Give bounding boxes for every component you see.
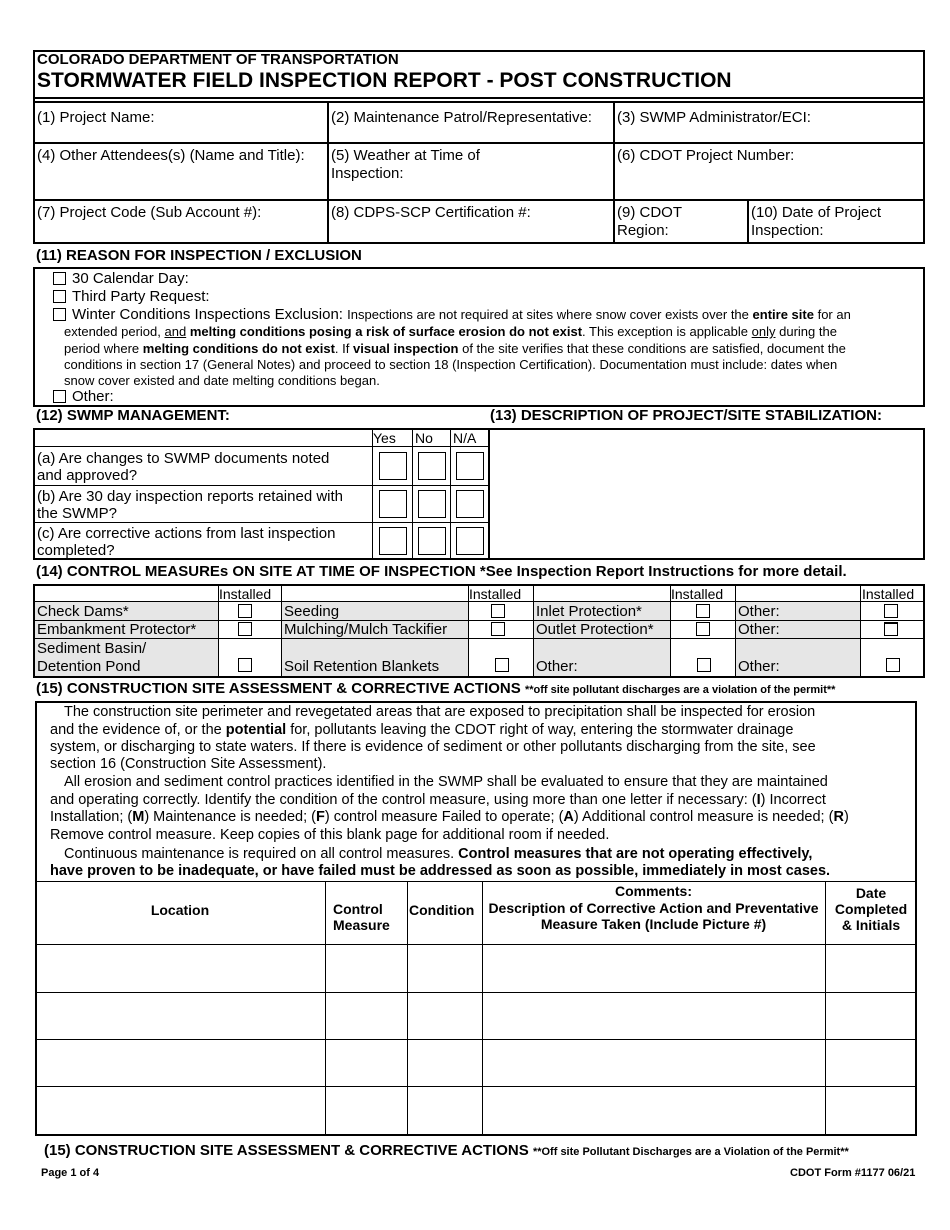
outlet-protection-installed-checkbox[interactable] bbox=[696, 622, 710, 636]
question-a-no-checkbox[interactable] bbox=[418, 452, 446, 480]
maintenance-patrol-field[interactable]: (2) Maintenance Patrol/Representative: bbox=[331, 109, 592, 126]
swmp-question-b-line2: the SWMP? bbox=[37, 505, 118, 522]
other-3-installed-checkbox[interactable] bbox=[697, 658, 711, 672]
cm-sediment-basin-line2: Detention Pond bbox=[37, 658, 141, 675]
question-b-na-checkbox[interactable] bbox=[456, 490, 484, 518]
col-yes-header: Yes bbox=[373, 430, 396, 446]
inlet-protection-installed-checkbox[interactable] bbox=[696, 604, 710, 618]
agency-name: COLORADO DEPARTMENT OF TRANSPORTATION bbox=[37, 51, 399, 68]
reason-30-day-checkbox[interactable] bbox=[53, 272, 66, 285]
sediment-basin-installed-checkbox[interactable] bbox=[238, 658, 252, 672]
section-14-heading: (14) CONTROL MEASUREs ON SITE AT TIME OF INSPECTION *See Inspection Report Instructions for more detail. bbox=[36, 563, 847, 580]
instructions-p1-l2: and the evidence of, or the potential for, pollutants leaving the CDOT right of way, entering the stormwater drainage bbox=[50, 722, 794, 738]
question-c-na-checkbox[interactable] bbox=[456, 527, 484, 555]
other-attendees-field[interactable]: (4) Other Attendees(s) (Name and Title): bbox=[37, 147, 305, 164]
reason-other-checkbox[interactable] bbox=[53, 390, 66, 403]
form-number: CDOT Form #1177 06/21 bbox=[790, 1167, 916, 1179]
cm-seeding: Seeding bbox=[284, 603, 340, 620]
col-comments-header: Comments: bbox=[614, 883, 692, 899]
installed-header-4: Installed bbox=[862, 586, 915, 602]
question-a-yes-checkbox[interactable] bbox=[379, 452, 407, 480]
cm-sediment-basin: Sediment Basin/ bbox=[37, 640, 147, 657]
instructions-p2-l2: and operating correctly. Identify the condition of the control measure, using more than one letter if necessary: (I) Incorrect bbox=[50, 792, 826, 808]
cm-other-3[interactable]: Other: bbox=[536, 658, 578, 675]
other-4a-installed-checkbox[interactable] bbox=[884, 604, 898, 618]
col-date-header-line2: Completed bbox=[834, 901, 908, 917]
section-11-heading: (11) REASON FOR INSPECTION / EXCLUSION bbox=[36, 247, 362, 264]
installed-header-1: Installed bbox=[219, 586, 272, 602]
winter-exclusion-text-line3: period where melting conditions do not exist. If visual inspection of the site verifies that these conditions are satisfied, document the bbox=[64, 341, 846, 356]
col-na-header: N/A bbox=[453, 430, 477, 446]
instructions-p3-l1: Continuous maintenance is required on all control measures. Control measures that are not operating effectively, bbox=[64, 846, 813, 862]
instructions-p1-l3: system, or discharging to state waters. If there is evidence of sediment or other pollutants discharging from the site, see bbox=[50, 739, 816, 755]
col-control-measure-header: Control bbox=[333, 901, 383, 917]
col-location-header: Location bbox=[150, 902, 210, 918]
inspection-date-field-line2: Inspection: bbox=[751, 222, 824, 239]
table-row[interactable] bbox=[36, 993, 916, 1038]
question-c-no-checkbox[interactable] bbox=[418, 527, 446, 555]
instructions-p2-l3: Installation; (M) Maintenance is needed; (F) control measure Failed to operate; (A) Additional control measure is needed; (R) bbox=[50, 809, 849, 825]
winter-exclusion-text-line2: extended period, and melting conditions posing a risk of surface erosion do not exist. This exception is applicable only during the bbox=[64, 324, 837, 339]
cm-outlet-protection: Outlet Protection* bbox=[536, 621, 654, 638]
cdot-region-field[interactable]: (9) CDOT bbox=[617, 204, 682, 221]
footer-section-15-heading: (15) CONSTRUCTION SITE ASSESSMENT & CORRECTIVE ACTIONS **Off site Pollutant Discharges are a Violation of the Permit** bbox=[44, 1142, 849, 1159]
instructions-p1-l4: section 16 (Construction Site Assessment). bbox=[50, 756, 327, 772]
instructions-p2-l1: All erosion and sediment control practices identified in the SWMP shall be evaluated to ensure that they are maintained bbox=[64, 774, 828, 790]
other-4b-installed-checkbox[interactable] bbox=[884, 622, 898, 636]
winter-exclusion-text-line4: conditions in section 17 (General Notes) and proceed to section 18 (Inspection Certification). Documentation must include: dates when bbox=[64, 357, 838, 372]
page-number: Page 1 of 4 bbox=[41, 1167, 100, 1179]
swmp-question-a-line2: and approved? bbox=[37, 467, 138, 484]
col-no-header: No bbox=[415, 430, 433, 446]
installed-header-2: Installed bbox=[469, 586, 522, 602]
installed-header-3: Installed bbox=[671, 586, 724, 602]
col-condition-header: Condition bbox=[409, 902, 475, 918]
cm-embankment-protector: Embankment Protector* bbox=[37, 621, 197, 638]
swmp-question-a: (a) Are changes to SWMP documents noted bbox=[37, 450, 330, 467]
col-control-measure-header-line2: Measure bbox=[333, 917, 390, 933]
weather-field[interactable]: (5) Weather at Time of bbox=[331, 147, 480, 164]
seeding-installed-checkbox[interactable] bbox=[491, 604, 505, 618]
cm-other-4c[interactable]: Other: bbox=[738, 658, 780, 675]
inspection-date-field[interactable]: (10) Date of Project bbox=[751, 204, 882, 221]
section-13-heading: (13) DESCRIPTION OF PROJECT/SITE STABILIZATION: bbox=[490, 407, 882, 424]
cdot-project-number-field[interactable]: (6) CDOT Project Number: bbox=[617, 147, 795, 164]
other-4c-installed-checkbox[interactable] bbox=[886, 658, 900, 672]
cm-soil-retention-blankets: Soil Retention Blankets bbox=[284, 658, 440, 675]
question-a-na-checkbox[interactable] bbox=[456, 452, 484, 480]
page-title: STORMWATER FIELD INSPECTION REPORT - POST CONSTRUCTION bbox=[37, 69, 732, 92]
instructions-p3-l2: have proven to be inadequate, or have failed must be addressed as soon as possible, immediately in most cases. bbox=[50, 863, 831, 879]
project-code-field[interactable]: (7) Project Code (Sub Account #): bbox=[37, 204, 262, 221]
swmp-question-c-line2: completed? bbox=[37, 542, 115, 559]
col-comments-header-line2: Description of Corrective Action and Preventative bbox=[488, 900, 819, 916]
swmp-question-b: (b) Are 30 day inspection reports retained with bbox=[37, 488, 343, 505]
swmp-question-c: (c) Are corrective actions from last inspection bbox=[37, 525, 336, 542]
question-b-no-checkbox[interactable] bbox=[418, 490, 446, 518]
instructions-p2-l4: Remove control measure. Keep copies of this blank page for additional room if needed. bbox=[50, 827, 610, 843]
cm-mulching: Mulching/Mulch Tackifier bbox=[284, 621, 448, 638]
weather-field-line2: Inspection: bbox=[331, 165, 404, 182]
col-date-header: Date bbox=[855, 885, 887, 901]
winter-exclusion-text-line5: snow cover existed and date melting conditions began. bbox=[64, 373, 380, 388]
embankment-installed-checkbox[interactable] bbox=[238, 622, 252, 636]
col-comments-header-line3: Measure Taken (Include Picture #) bbox=[540, 916, 767, 932]
mulching-installed-checkbox[interactable] bbox=[491, 622, 505, 636]
cm-other-4a[interactable]: Other: bbox=[738, 603, 780, 620]
table-row[interactable] bbox=[36, 1087, 916, 1134]
winter-exclusion-text-line1: Winter Conditions Inspections Exclusion: Inspections are not required at sites where snow cover exists over the entire site for an bbox=[72, 306, 851, 323]
project-name-field[interactable]: (1) Project Name: bbox=[37, 109, 155, 126]
instructions-p1-l1: The construction site perimeter and revegetated areas that are exposed to precipitation shall be inspected for erosion bbox=[64, 704, 816, 720]
cm-inlet-protection: Inlet Protection* bbox=[536, 603, 642, 620]
reason-winter-exclusion-checkbox[interactable] bbox=[53, 308, 66, 321]
question-c-yes-checkbox[interactable] bbox=[379, 527, 407, 555]
reason-third-party-label: Third Party Request: bbox=[72, 288, 210, 305]
section-15-heading: (15) CONSTRUCTION SITE ASSESSMENT & CORRECTIVE ACTIONS **off site pollutant discharges are a violation of the permit** bbox=[36, 680, 836, 697]
section-12-heading: (12) SWMP MANAGEMENT: bbox=[36, 407, 230, 424]
question-b-yes-checkbox[interactable] bbox=[379, 490, 407, 518]
cm-check-dams: Check Dams* bbox=[37, 603, 129, 620]
reason-30-day-label: 30 Calendar Day: bbox=[72, 270, 189, 287]
cdot-region-field-line2: Region: bbox=[617, 222, 669, 239]
certification-field[interactable]: (8) CDPS-SCP Certification #: bbox=[331, 204, 531, 221]
swmp-administrator-field[interactable]: (3) SWMP Administrator/ECI: bbox=[617, 109, 811, 126]
reason-third-party-checkbox[interactable] bbox=[53, 290, 66, 303]
reason-other-label: Other: bbox=[72, 388, 114, 405]
table-row[interactable] bbox=[36, 945, 916, 991]
check-dams-installed-checkbox[interactable] bbox=[238, 604, 252, 618]
table-row[interactable] bbox=[36, 1040, 916, 1085]
cm-other-4b[interactable]: Other: bbox=[738, 621, 780, 638]
soil-retention-installed-checkbox[interactable] bbox=[495, 658, 509, 672]
col-date-header-line3: & Initials bbox=[841, 917, 901, 933]
site-stabilization-description-area[interactable] bbox=[490, 430, 923, 558]
